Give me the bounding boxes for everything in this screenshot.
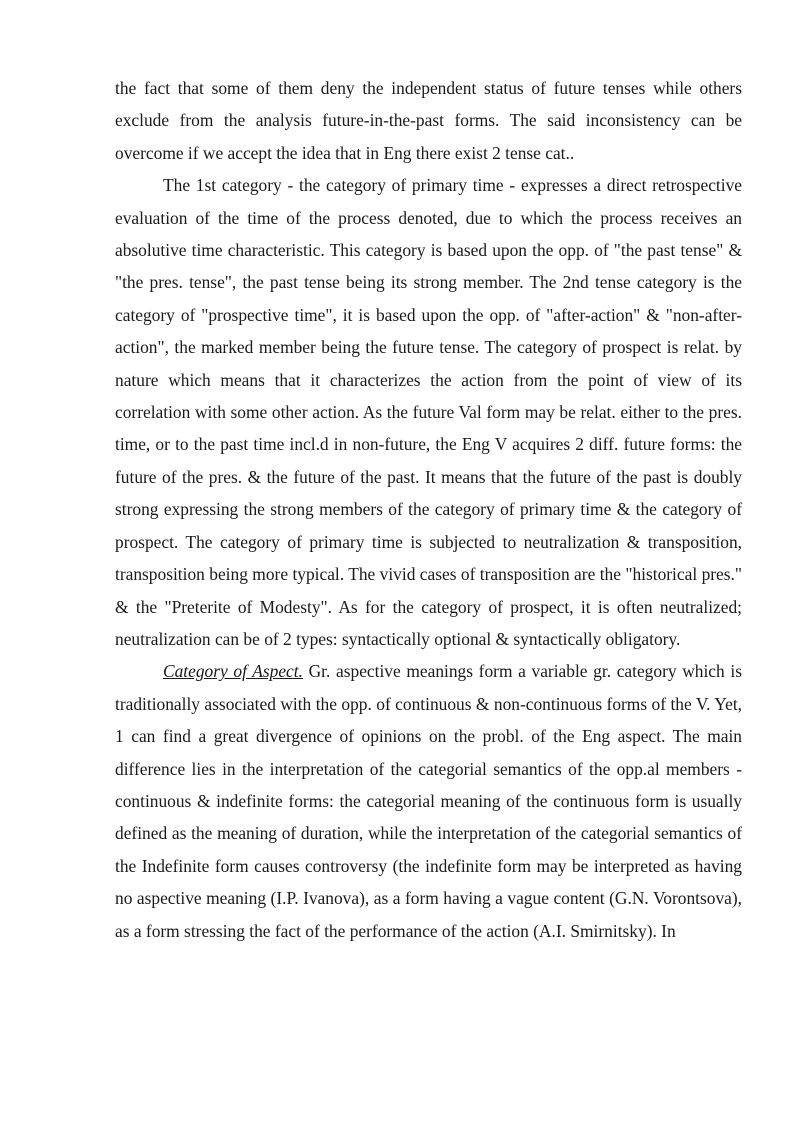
paragraph-tense-categories: The 1st category - the category of primary time - expresses a direct retrospective evaluation of the time of the process denoted, due to which the process receives an absolutive time characteristic. This category is based upon the opp. of "the past tense" & "the pres. tense", the past tense being its strong member. The 2nd tense category is the category of "prospective time", it is based upon the opp. of "after-action" & "non-after-action", the marked member being the future tense. The category of prospect is relat. by nature which means that it characterizes the action from the point of view of its correlation with some other action. As the future Val form may be relat. either to the pres. time, or to the past time incl.d in non-future, the Eng V acquires 2 diff. future forms: the future of the pres. & the future of the past. It means that the future of the past is doubly strong expressing the strong members of the category of primary time & the category of prospect. The category of primary time is subjected to neutralization & transposition, transposition being more typical. The vivid cases of transposition are the "historical pres." & the "Preterite of Modesty". As for the category of prospect, it is often neutralized; neutralization can be of 2 types: syntactically optional & syntactically obligatory.: [115, 175, 742, 649]
paragraph-continuation: the fact that some of them deny the independent status of future tenses while others exclude from the analysis future-in-the-past forms. The said inconsistency can be overcome if we accept the idea that in Eng there exist 2 tense cat..: [115, 78, 742, 163]
section-heading-aspect: Category of Aspect.: [163, 661, 303, 682]
paragraph-aspect-body: Gr. aspective meanings form a variable gr. category which is traditionally associated with the opp. of continuous & non-continuous forms of the V. Yet, 1 can find a great divergence of opinions on the probl. of the Eng aspect. The main difference lies in the interpretation of the categorial semantics of the opp.al members - continuous & indefinite forms: the categorial meaning of the continuous form is usually defined as the meaning of duration, while the interpretation of the categorial semantics of the Indefinite form causes controversy (the indefinite form may be interpreted as having no aspective meaning (I.P. Ivanova), as a form having a vague content (G.N. Vorontsova), as a form stressing the fact of the performance of the action (A.I. Smirnitsky). In: [115, 661, 742, 941]
paragraph-category-of-aspect: [115, 655, 742, 947]
document-page: [115, 72, 742, 947]
